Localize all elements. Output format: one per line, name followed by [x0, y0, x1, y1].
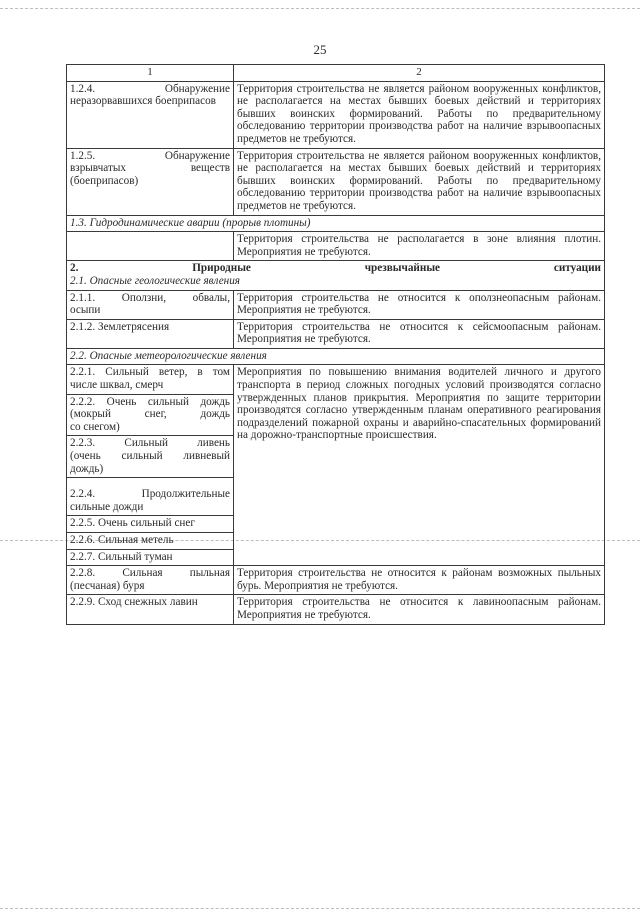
measures-cell: Территория строительства не располагается в зоне влияния плотин. Мероприятия не требуются. — [234, 232, 605, 261]
hazard-name-line: осыпи — [70, 304, 101, 317]
hazard-name-line: (мокрый снег, дождь — [70, 408, 230, 421]
section-word: Природные — [192, 262, 251, 275]
hazard-name-line: 2.2.2. Очень сильный дождь — [70, 395, 230, 408]
hazard-name-cell: 2.2.5. Очень сильный снег — [67, 516, 234, 533]
hazard-name-line: сильные дожди — [70, 500, 144, 513]
hazard-name-line: взрывчатых веществ — [70, 162, 230, 175]
section-heading-cell — [67, 261, 605, 290]
section-title: 1.3. Гидродинамические аварии (прорыв плотины) — [67, 215, 605, 232]
scan-edge-top — [0, 8, 640, 9]
hazard-name-cell — [67, 81, 234, 148]
hazard-name-line: 2.2.4. Продолжительные — [70, 488, 230, 501]
table-row — [67, 365, 605, 394]
section-word: чрезвычайные — [364, 262, 441, 275]
hazard-name-cell: 2.2.7. Сильный туман — [67, 549, 234, 566]
header-col-2: 2 — [234, 65, 605, 82]
section-word: ситуации — [553, 262, 601, 275]
hazard-name-line: дождь) — [70, 462, 104, 475]
table-row — [67, 595, 605, 624]
table-row — [67, 290, 605, 319]
hazard-name-cell — [67, 566, 234, 595]
measures-cell: Мероприятия по повышению внимания водителей личного и другого транспорта в период сложных погодных условий производятся согласно утвержденных планов прикрытия. Мероприятия по защите территории производятся согласно утвержденным планам оперативного реагирования подразделений пожарной охраны и аварийно-спасательных формирований на дорожно-транспортные происшествия. — [234, 365, 605, 566]
table-header-row — [67, 65, 605, 82]
hazard-name-cell: 2.2.6. Сильная метель — [67, 533, 234, 550]
table-row — [67, 566, 605, 595]
hazard-name-line: 2.2.1. Сильный ветер, в том — [70, 366, 230, 379]
hazard-code: 1.2.4. Обнаружение — [70, 82, 230, 95]
hazard-name-line: 2.2.8. Сильная пыльная — [70, 567, 230, 580]
table-row — [67, 81, 605, 148]
measures-cell: Территория строительства не относится к районам возможных пыльных бурь. Мероприятия не требуются. — [234, 566, 605, 595]
section-row — [67, 261, 605, 290]
hazard-name-cell — [67, 478, 234, 516]
measures-cell: Территория строительства не относится к сейсмоопасным районам. Мероприятия не требуются. — [234, 319, 605, 348]
hazard-name-cell — [67, 290, 234, 319]
hazard-name-cell — [67, 436, 234, 478]
table-row — [67, 232, 605, 261]
hazard-table — [66, 64, 605, 625]
hazard-name-line: 2.1.1. Оползни, обвалы, — [70, 291, 230, 304]
section-heading — [70, 262, 601, 275]
hazard-name: неразорвавшихся боеприпасов — [70, 95, 216, 108]
hazard-name-cell: 2.1.2. Землетрясения — [67, 319, 234, 348]
measures-cell: Территория строительства не является районом вооруженных конфликтов, не располагается на местах бывших боевых действий и территориях бывших воинских формирований. Работы по предварительному обследованию территории производства работ на наличие взрывоопасных предметов не требуются. — [234, 81, 605, 148]
measures-cell: Территория строительства не относится к оползнеопасным районам. Мероприятия не требуются. — [234, 290, 605, 319]
table-row — [67, 148, 605, 215]
hazard-name-line: числе шквал, смерч — [70, 379, 164, 392]
measures-cell: Территория строительства не относится к лавиноопасным районам. Мероприятия не требуются. — [234, 595, 605, 624]
hazard-code: 1.2.5. Обнаружение — [70, 149, 230, 162]
hazard-name-cell — [67, 394, 234, 436]
hazard-name-cell: 2.2.9. Сход снежных лавин — [67, 595, 234, 624]
hazard-name-line: 2.2.3. Сильный ливень — [70, 437, 230, 450]
subsection-title: 2.2. Опасные метеорологические явления — [67, 348, 605, 365]
page-number: 25 — [313, 42, 327, 57]
hazard-name-line: (боеприпасов) — [70, 174, 139, 187]
measures-cell: Территория строительства не является районом вооруженных конфликтов, не располагается на местах бывших боевых действий и территориях бывших воинских формирований. Работы по предварительному обследованию территории производства работ на наличие взрывоопасных предметов не требуются. — [234, 148, 605, 215]
subsection-title: 2.1. Опасные геологические явления — [70, 274, 240, 287]
hazard-name-line: (очень сильный ливневый — [70, 450, 230, 463]
section-row — [67, 348, 605, 365]
table-row — [67, 319, 605, 348]
hazard-name-cell — [67, 148, 234, 215]
hazard-name-cell — [67, 365, 234, 394]
scan-edge-bottom — [0, 908, 640, 909]
header-col-1: 1 — [67, 65, 234, 82]
empty-cell — [67, 232, 234, 261]
hazard-name-line: (песчаная) буря — [70, 579, 145, 592]
section-row — [67, 215, 605, 232]
hazard-name-line: со снегом) — [70, 420, 120, 433]
section-number: 2. — [70, 262, 79, 275]
